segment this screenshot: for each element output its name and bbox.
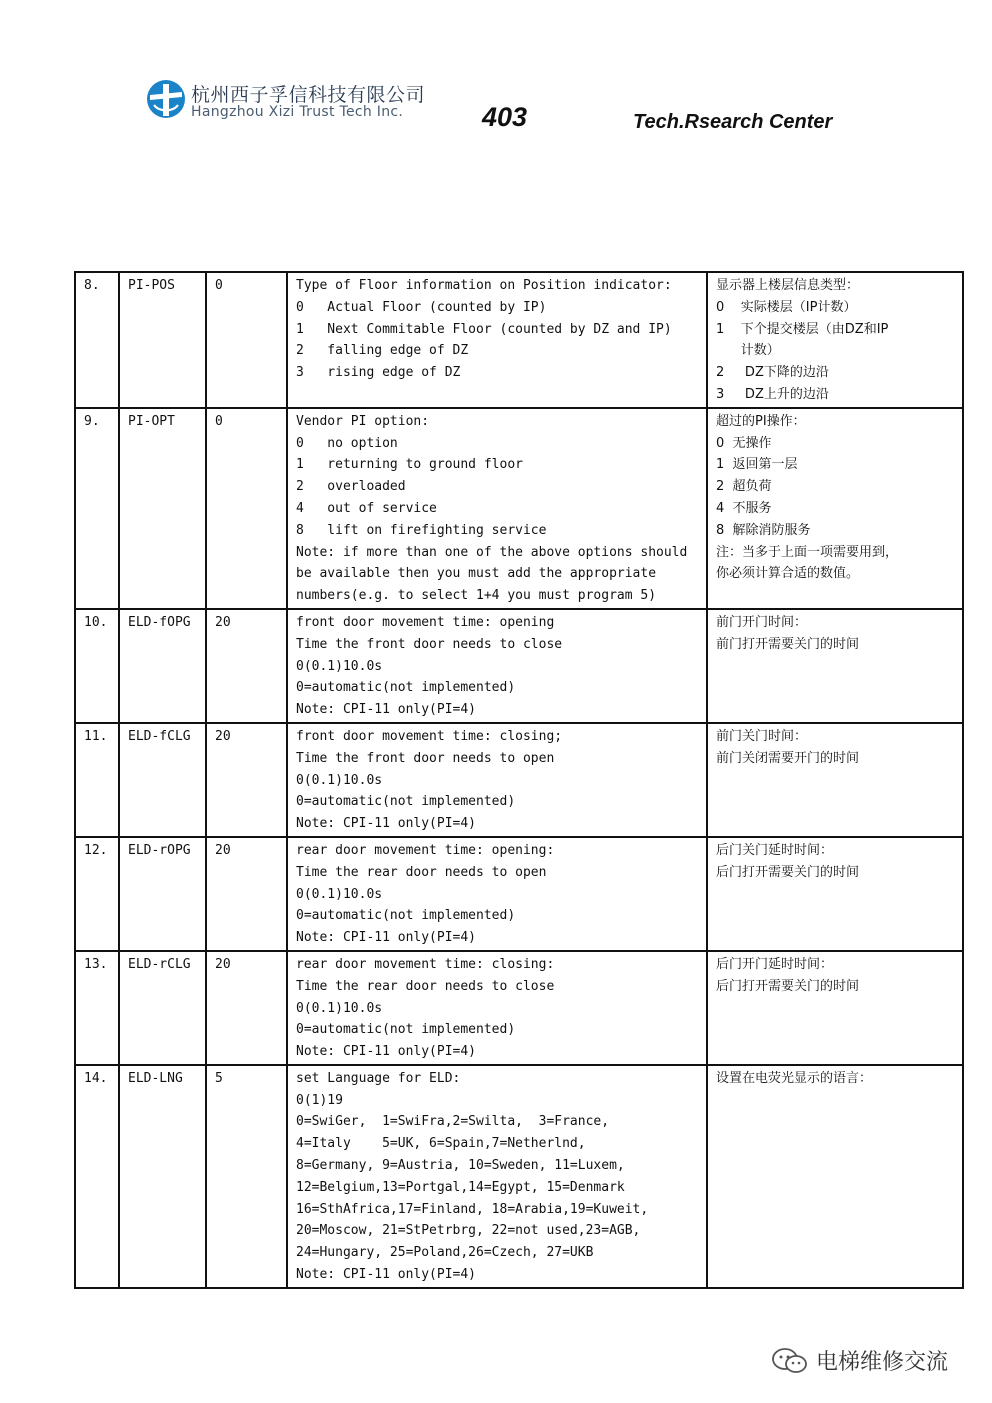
- parameter-default-value: 20: [206, 837, 287, 951]
- parameter-description-cn: [707, 408, 963, 609]
- description-line: 0=automatic(not implemented): [296, 794, 516, 810]
- parameter-description-cn: [707, 723, 963, 837]
- parameter-row: [75, 1065, 963, 1288]
- description-line-cn: 计数）: [716, 343, 780, 359]
- description-line: 0=automatic(not implemented): [296, 908, 516, 924]
- parameter-name: ELD-fCLG: [119, 723, 206, 837]
- parameter-row: [75, 609, 963, 723]
- description-line: 0(0.1)10.0s: [296, 658, 383, 674]
- description-line-cn: 前门关门时间：: [716, 728, 808, 744]
- description-line: Note: if more than one of the above options should: [296, 544, 688, 560]
- parameter-default-value: 20: [206, 609, 287, 723]
- description-line-cn: 3 DZ上升的边沿: [716, 386, 829, 402]
- company-name-cn: 杭州西子孚信科技有限公司: [191, 84, 426, 106]
- description-line: front door movement time: opening: [296, 614, 555, 630]
- description-line-cn: 你必须计算合适的数值。: [716, 566, 860, 582]
- company-logo-icon: [145, 78, 187, 120]
- description-line: 0(0.1)10.0s: [296, 1000, 383, 1016]
- parameter-description-cn: [707, 1065, 963, 1288]
- description-line-cn: 1 下个提交楼层（由DZ和IP: [716, 321, 889, 337]
- description-line-cn: 前门开门时间：: [716, 614, 808, 630]
- parameter-default-value: 5: [206, 1065, 287, 1288]
- parameter-row: [75, 837, 963, 951]
- parameter-number: 14.: [75, 1065, 119, 1288]
- description-line: be available then you must add the appropriate: [296, 566, 657, 582]
- description-line: 0 Actual Floor (counted by IP): [296, 299, 547, 315]
- description-line: 24=Hungary, 25=Poland,26=Czech, 27=UKB: [296, 1245, 594, 1261]
- company-name-en: Hangzhou Xizi Trust Tech Inc.: [191, 104, 404, 120]
- parameter-number: 13.: [75, 951, 119, 1065]
- parameter-name: ELD-rCLG: [119, 951, 206, 1065]
- description-line-cn: 2 DZ下降的边沿: [716, 365, 829, 381]
- description-line: front door movement time: closing;: [296, 728, 563, 744]
- description-line: set Language for ELD:: [296, 1070, 461, 1086]
- description-line: 16=SthAfrica,17=Finland, 18=Arabia,19=Kuweit,: [296, 1201, 649, 1217]
- parameter-name: PI-POS: [119, 272, 206, 408]
- description-line: rear door movement time: opening:: [296, 842, 555, 858]
- parameter-description-cn: [707, 837, 963, 951]
- parameter-description-en: [287, 1065, 707, 1288]
- description-line: 0 no option: [296, 435, 398, 451]
- wechat-channel-badge: [770, 1343, 970, 1377]
- parameter-description-en: [287, 723, 707, 837]
- parameter-default-value: 20: [206, 951, 287, 1065]
- description-line: Note: CPI-11 only(PI=4): [296, 1044, 477, 1060]
- parameter-name: ELD-LNG: [119, 1065, 206, 1288]
- page-number: 403: [482, 102, 528, 132]
- description-line: 0(0.1)10.0s: [296, 886, 383, 902]
- description-line-cn: 设置在电荧光显示的语言：: [716, 1070, 873, 1086]
- parameter-number: 12.: [75, 837, 119, 951]
- parameter-description-en: [287, 272, 707, 408]
- parameter-name: ELD-rOPG: [119, 837, 206, 951]
- description-line: Vendor PI option:: [296, 413, 430, 429]
- parameter-description-cn: [707, 951, 963, 1065]
- description-line: Note: CPI-11 only(PI=4): [296, 816, 477, 832]
- parameter-row: [75, 723, 963, 837]
- parameter-default-value: 20: [206, 723, 287, 837]
- description-line: Note: CPI-11 only(PI=4): [296, 702, 477, 718]
- description-line-cn: 1 返回第一层: [716, 457, 798, 473]
- parameter-row: [75, 408, 963, 609]
- description-line-cn: 后门打开需要关门的时间: [716, 978, 860, 994]
- description-line: Time the rear door needs to open: [296, 864, 547, 880]
- description-line: 1 Next Commitable Floor (counted by DZ and IP): [296, 321, 672, 337]
- company-logo: [145, 76, 426, 126]
- parameter-table-body: [75, 272, 963, 1288]
- description-line: 1 returning to ground floor: [296, 457, 523, 473]
- description-line-cn: 显示器上楼层信息类型：: [716, 278, 860, 293]
- channel-name: 电梯维修交流: [816, 1350, 949, 1375]
- parameter-description-en: [287, 609, 707, 723]
- description-line: Time the front door needs to open: [296, 750, 555, 766]
- description-line: Note: CPI-11 only(PI=4): [296, 1267, 477, 1283]
- description-line-cn: 4 不服务: [716, 500, 772, 516]
- parameter-description-en: [287, 408, 707, 609]
- parameter-default-value: 0: [206, 272, 287, 408]
- description-line-cn: 注：当多于上面一项需要用到，: [716, 544, 899, 560]
- parameter-row: [75, 951, 963, 1065]
- description-line: Time the rear door needs to close: [296, 978, 555, 994]
- parameter-name: ELD-fOPG: [119, 609, 206, 723]
- description-line-cn: 后门关门延时时间：: [716, 842, 834, 858]
- center-title: Tech.Rsearch Center: [633, 111, 833, 133]
- description-line: 0(0.1)10.0s: [296, 772, 383, 788]
- parameter-description-en: [287, 837, 707, 951]
- description-line: Time the front door needs to close: [296, 636, 563, 652]
- description-line: 2 falling edge of DZ: [296, 343, 469, 359]
- description-line: Type of Floor information on Position indicator:: [296, 278, 672, 293]
- description-line-cn: 8 解除消防服务: [716, 522, 811, 538]
- parameter-table: [74, 271, 964, 1289]
- parameter-number: 11.: [75, 723, 119, 837]
- description-line: 20=Moscow, 21=StPetrbrg, 22=not used,23=AGB,: [296, 1223, 641, 1239]
- description-line: 4=Italy 5=UK, 6=Spain,7=Netherlnd,: [296, 1136, 586, 1152]
- description-line: 0(1)19: [296, 1092, 343, 1108]
- description-line: 8 lift on firefighting service: [296, 522, 547, 538]
- description-line: 8=Germany, 9=Austria, 10=Sweden, 11=Luxem,: [296, 1158, 625, 1174]
- description-line-cn: 2 超负荷: [716, 479, 772, 495]
- description-line: rear door movement time: closing:: [296, 956, 555, 972]
- parameter-description-cn: [707, 272, 963, 408]
- description-line-cn: 后门打开需要关门的时间: [716, 864, 860, 880]
- parameter-default-value: 0: [206, 408, 287, 609]
- wechat-icon: [770, 1346, 810, 1376]
- description-line-cn: 前门打开需要关门的时间: [716, 636, 860, 652]
- description-line-cn: 0 无操作: [716, 435, 772, 451]
- parameter-row: [75, 272, 963, 408]
- description-line: 2 overloaded: [296, 479, 406, 495]
- description-line-cn: 前门关闭需要开门的时间: [716, 750, 860, 766]
- parameter-number: 10.: [75, 609, 119, 723]
- description-line-cn: 0 实际楼层（IP计数）: [716, 299, 857, 315]
- parameter-description-en: [287, 951, 707, 1065]
- description-line: 0=automatic(not implemented): [296, 1022, 516, 1038]
- parameter-description-cn: [707, 609, 963, 723]
- parameter-name: PI-OPT: [119, 408, 206, 609]
- description-line: 4 out of service: [296, 500, 437, 516]
- description-line: 0=automatic(not implemented): [296, 680, 516, 696]
- description-line: 0=SwiGer, 1=SwiFra,2=Swilta, 3=France,: [296, 1114, 610, 1130]
- description-line: numbers(e.g. to select 1+4 you must program 5): [296, 588, 657, 604]
- parameter-number: 8.: [75, 272, 119, 408]
- description-line: Note: CPI-11 only(PI=4): [296, 930, 477, 946]
- parameter-number: 9.: [75, 408, 119, 609]
- description-line: 12=Belgium,13=Portgal,14=Egypt, 15=Denmark: [296, 1179, 625, 1195]
- description-line: 3 rising edge of DZ: [296, 365, 461, 381]
- description-line-cn: 超过的PI操作：: [716, 413, 806, 429]
- description-line-cn: 后门开门延时时间：: [716, 956, 834, 972]
